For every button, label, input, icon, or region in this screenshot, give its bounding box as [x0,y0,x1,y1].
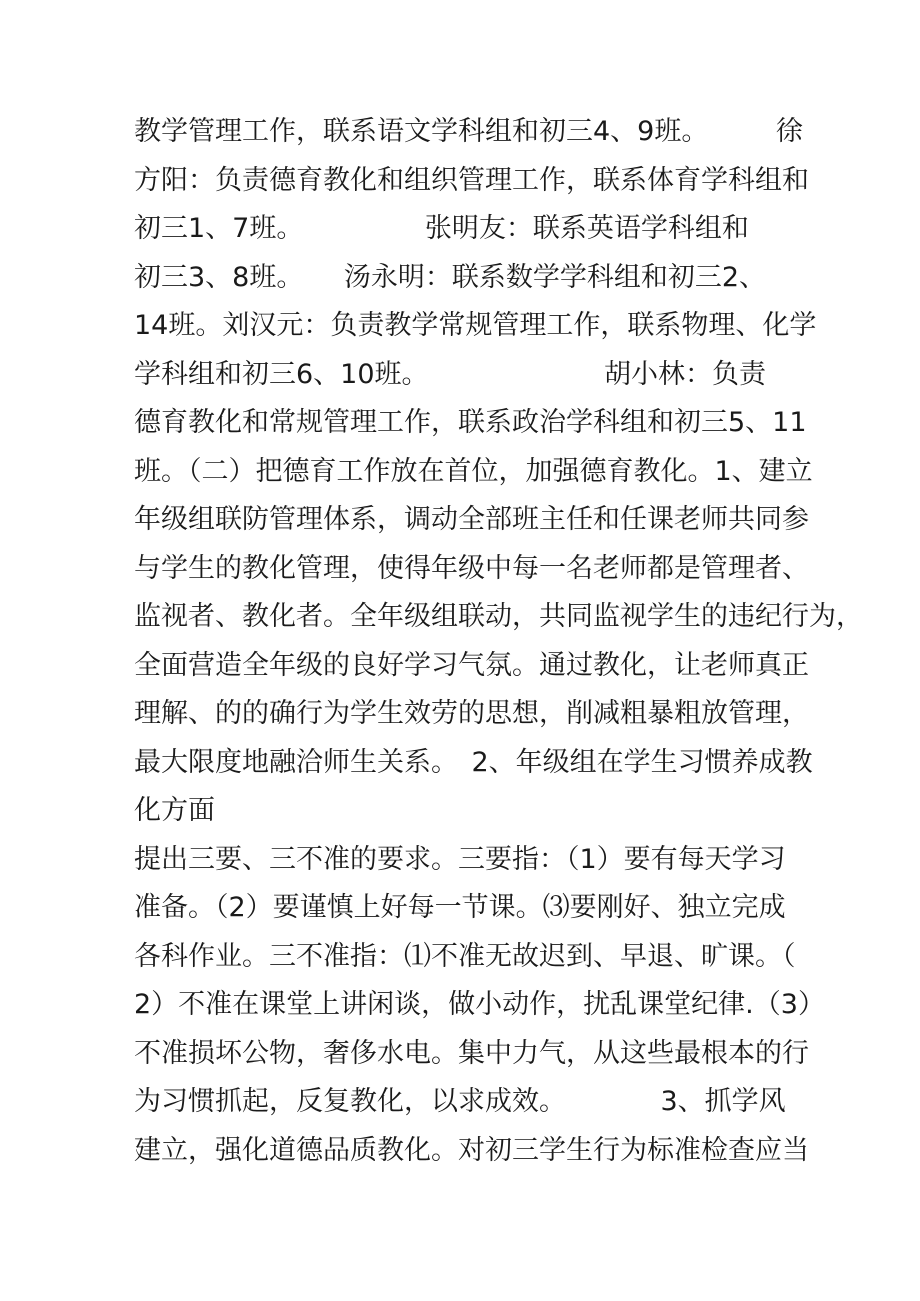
text-line: 建立，强化道德品质教化。对初三学生行为标准检查应当 [134,1134,809,1166]
text-line: 为习惯抓起，反复教化，以求成效。 3、抓学风 [134,1086,786,1117]
text-line: 方阳：负责德育教化和组织管理工作，联系体育学科组和 [134,164,809,196]
text-line: 准备。（2）要谨慎上好每一节课。⑶要刚好、独立完成 [134,892,786,923]
body-text [134,108,863,1175]
text-line: 教学管理工作，联系语文学科组和初三4、9班。 徐 [134,116,803,147]
text-line: 初三3、8班。 汤永明：联系数学学科组和初三2、 [134,261,767,293]
text-line: 化方面 [134,795,215,826]
text-line: 监视者、教化者。全年级组联动，共同监视学生的违纪行为， [134,601,863,632]
text-line: 最大限度地融洽师生关系。 2、年级组在学生习惯养成教 [134,746,813,778]
text-line: 14班。刘汉元：负责教学常规管理工作，联系物理、化学 [134,310,817,341]
text-line: 不准损坏公物，奢侈水电。集中力气，从这些最根本的行 [134,1037,809,1069]
text-line: 班。（二）把德育工作放在首位，加强德育教化。1、建立 [134,455,813,487]
text-line: 年级组联防管理体系，调动全部班主任和任课老师共同参 [134,504,809,535]
text-line: 初三1、7班。 张明友：联系英语学科组和 [134,213,749,244]
text-line: 提出三要、三不准的要求。三要指：（1）要有每天学习 [134,843,786,875]
text-line: 各科作业。三不准指：⑴不准无故迟到、早退、旷课。（ [134,940,796,972]
text-line: 学科组和初三6、10班。 胡小林：负责 [134,358,767,390]
text-line: 全面营造全年级的良好学习气氛。通过教化，让老师真正 [134,649,809,681]
text-line: 与学生的教化管理，使得年级中每一名老师都是管理者、 [134,552,809,584]
text-line: 2）不准在课堂上讲闲谈，做小动作，扰乱课堂纪律.（3） [134,989,825,1020]
text-line: 理解、的的确行为学生效劳的思想，削减粗暴粗放管理， [134,698,809,729]
text-line: 德育教化和常规管理工作，联系政治学科组和初三5、11 [134,407,807,438]
